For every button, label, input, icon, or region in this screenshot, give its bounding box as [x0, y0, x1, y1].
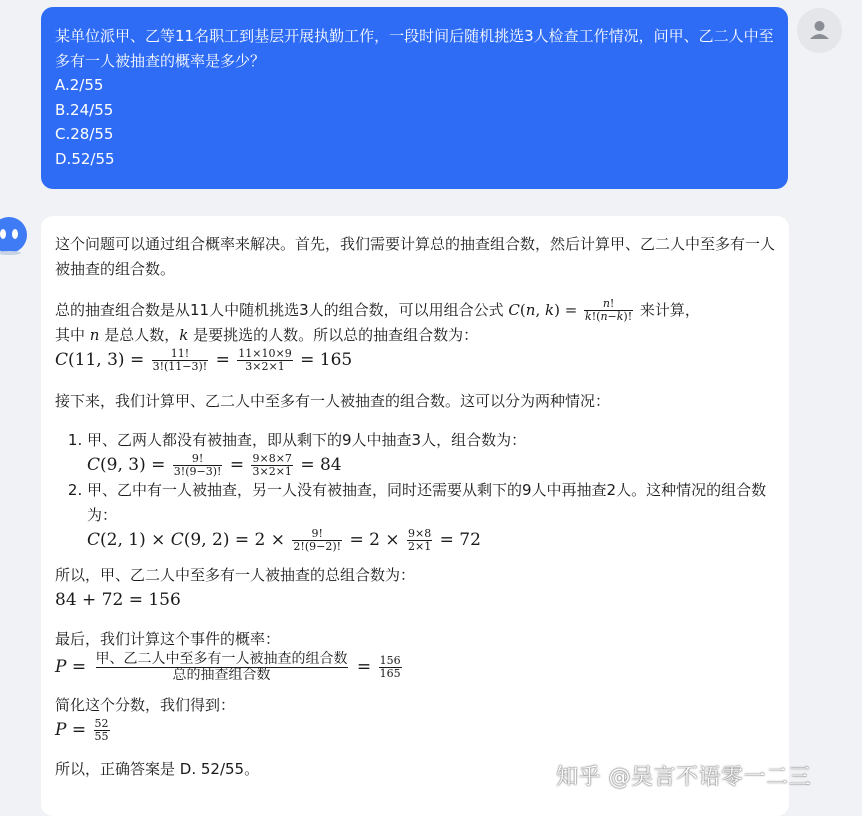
answer-next-step: 接下来，我们计算甲、乙二人中至多有一人被抽查的组合数。这可以分为两种情况： [55, 392, 611, 410]
assistant-answer-card [41, 216, 789, 816]
option-c: C.28/55 [55, 125, 114, 144]
formula-final-probability: P = $\frac{52}{55}$ [55, 717, 109, 743]
formula-probability: P = $\frac{\text{甲、乙二人中至多有一人被抽查的组合数}}{\text{总的抽查组合数}}$ = $\frac{156}{165}$ [55, 651, 401, 683]
answer-simplify-intro: 简化这个分数，我们得到： [55, 696, 236, 714]
option-b: B.24/55 [55, 100, 114, 119]
answer-intro: 这个问题可以通过组合概率来解决。首先，我们需要计算总的抽查组合数，然后计算甲、乙二人中至多有一人被抽查的组合数。 [55, 235, 776, 278]
answer-total-combination: 总的抽查组合数是从11人中随机挑选3人的组合数，可以用组合公式 C(n, k) = $\frac{n!}{k!(n-k)!}$ 来计算， 其中 n 是总人数，k 是要挑选的人数。所以总的抽查组合数为： C(11, 3) = $\frac{11!}{3!(11-3)!}$ = $\frac{11\times 10\times 9}{3\times 2\times 1}$ = 165 [55, 297, 700, 373]
cases-list [55, 428, 775, 553]
formula-c-9-3: C(9, 3) = $\frac{9!}{3!(9-3)!}$ = $\frac{9\times 8\times 7}{3\times 2\times 1}$ = 84 [87, 452, 342, 478]
assistant-avatar [0, 214, 30, 256]
formula-c-11-3: C(11, 3) = $\frac{11!}{3!(11-3)!}$ = $\frac{11\times 10\times 9}{3\times 2\times 1}$ = 165 [55, 347, 353, 373]
user-message-bubble [41, 7, 788, 189]
case-2: 2. 甲、乙中有一人被抽查，另一人没有被抽查，同时还需要从剩下的9人中再抽查2人。这种情况的组合数为： C(2, 1) × C(9, 2) = 2 × $\frac{9!}{2!(9-2)!}$ = 2 × $\frac{9\times 8}{2\times 1}$ = 72 [87, 478, 775, 553]
answer-conclusion: 所以，正确答案是 D. 52/55。 [55, 760, 260, 778]
answer-probability-intro: 最后，我们计算这个事件的概率： [55, 630, 281, 648]
formula-c-nk: C [508, 301, 520, 319]
option-d: D.52/55 [55, 149, 115, 168]
bot-face-icon [0, 214, 30, 256]
user-avatar[interactable] [797, 8, 842, 53]
person-icon [797, 8, 842, 53]
formula-nk-fraction: $\frac{n!}{k!(n-k)!}$ [585, 297, 633, 323]
formula-case-2: C(2, 1) × C(9, 2) = 2 × $\frac{9!}{2!(9-2)!}$ = 2 × $\frac{9\times 8}{2\times 1}$ = 72 [87, 527, 481, 553]
case-1: 1. 甲、乙两人都没有被抽查，即从剩下的9人中抽查3人，组合数为： C(9, 3) = $\frac{9!}{3!(9-3)!}$ = $\frac{9\times 8\times 7}{3\times 2\times 1}$ = 84 [87, 428, 775, 478]
zhihu-watermark: 知乎 @吴言不语零一二三 [556, 765, 811, 790]
question-text: 某单位派甲、乙等11名职工到基层开展执勤工作，一段时间后随机挑选3人检查工作情况，问甲、乙二人中至多有一人被抽查的概率是多少？ [55, 27, 774, 70]
option-a: A.2/55 [55, 76, 104, 95]
answer-sum-intro: 所以，甲、乙二人中至多有一人被抽查的总组合数为： [55, 566, 416, 584]
formula-sum: 84 + 72 = 156 [55, 590, 181, 610]
